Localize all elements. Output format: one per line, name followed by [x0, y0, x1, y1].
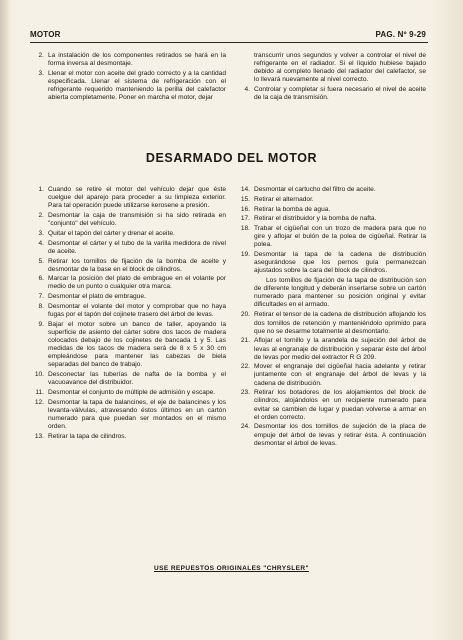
item-number: 21. [240, 337, 250, 345]
item-text: Desmontar los dos tornillos de sujeción de la placa de empuje del árbol de levas y retirar ésta. A continuación desmontar el árbol de levas. [254, 423, 426, 447]
item-text: La instalación de los componentes retirados se hará en la forma inversa al desmontaje. [48, 52, 226, 68]
item-number: 19. [240, 251, 250, 259]
item-text: Desmontar el cartucho del filtro de aceite. [254, 186, 376, 193]
item-text: Desmontar el conjunto de múltiple de admisión y escape. [48, 389, 216, 397]
item-number: 6. [38, 275, 44, 283]
item-text: Retirar la tapa de cilindros. [48, 432, 127, 440]
section-title: MOTOR [30, 30, 61, 39]
list-item [236, 311, 426, 335]
item-text: Desmontar la caja de transmisión si ha sido retirada en "conjunto" del vehículo. [48, 211, 226, 228]
item-text: Mover el engranaje del cigüeñal hacia adelante y retirar juntamente con el engranaje del árbol de levas y la cadena de distribución. [254, 363, 426, 387]
page-number: PAG. Nº 9-29 [375, 30, 426, 39]
item-text: Controlar y completar si fuera necesario el nivel de aceite de la caja de transmisión. [254, 86, 426, 102]
item-number: 14. [240, 186, 250, 193]
list-item [30, 240, 226, 256]
item-number: 1. [38, 186, 44, 193]
item-number: 7. [38, 293, 44, 301]
item-text: Marcar la posición del plato de embrague en el volante por medio de un punto o cualquier otra marca. [48, 275, 226, 291]
item-text: Trabar el cigüeñal con un trozo de madera para que no gire y aflojar el bulón de la polea de cigüeñal. Retirar la polea. [254, 225, 426, 249]
page-header [30, 30, 426, 42]
list-item [30, 399, 226, 431]
item-number: 5. [38, 257, 44, 265]
list-item [236, 215, 426, 223]
item-number: 2. [38, 211, 44, 219]
list-item [236, 86, 426, 102]
list-item [236, 196, 426, 204]
list-item [30, 186, 226, 210]
item-number: 8. [38, 303, 44, 311]
item-text: transcurrir unos segundos y volver a controlar el nivel de refrigerante en el radiador. Si el líquido hubiese bajado debido al completo llenado del radiador del calefactor, se lo llevará nuevamente al nivel correcto. [254, 52, 426, 84]
item-number: 17. [240, 215, 250, 223]
list-item [30, 389, 226, 397]
item-number: 2. [38, 52, 44, 59]
list-item [30, 258, 226, 274]
item-number: 4. [38, 239, 44, 247]
item-number: 16. [240, 205, 250, 213]
footer-notice: USE REPUESTOS ORIGINALES "CHRYSLER" [154, 565, 309, 572]
left-column [30, 186, 226, 443]
item-number: 22. [240, 363, 250, 371]
list-item-continuation [236, 52, 426, 84]
list-item [30, 52, 226, 68]
list-item [236, 206, 426, 214]
item-text: Retirar el alternador. [254, 195, 314, 203]
list-item [236, 225, 426, 249]
item-number: 13. [34, 432, 44, 440]
item-text: Retirar los botadores de los alojamientos del block de cilindros, alojándolos en un recipiente numerado para evitar se cambien de lugar y puedan volverse a armar en el orden correcto. [254, 389, 426, 421]
list-item [30, 433, 226, 441]
list-item [30, 303, 226, 319]
item-text: Cuando se retire el motor del vehículo dejar que éste cuelgue del aparejo para proceder a su limpieza exterior. Para tal operación puede utilizarse kerosene a presión. [48, 186, 226, 210]
note-paragraph: Los tornillos de fijación de la tapa de distribución son de diferente longitud y deberán insertarse sobre un cartón numerado para mantener su posición original y evitar dificultades en el armado. [254, 277, 426, 309]
list-item [30, 275, 226, 291]
list-item [30, 212, 226, 228]
right-column [236, 186, 426, 449]
item-text: Retirar el distribuidor y la bomba de nafta. [254, 215, 377, 223]
item-number: 10. [34, 371, 44, 379]
list-item [236, 186, 426, 194]
list-item [30, 371, 226, 387]
list-item [236, 337, 426, 361]
list-item [30, 293, 226, 301]
item-number: 24. [240, 423, 250, 431]
item-text: Aflojar el tornillo y la arandela de sujeción del árbol de levas al engranaje de distribución y separar éste del árbol de levas por medio del extractor R G 209. [254, 337, 426, 361]
item-text: Desmontar la tapa de balancines, el eje de balancines y los levanta-válvulas, atravesando éstos últimos en un cartón numerado para que puedan ser montados en el mismo orden. [48, 398, 226, 431]
item-number: 11. [35, 389, 44, 397]
list-item [236, 363, 426, 387]
item-number: 9. [38, 320, 44, 328]
item-text: Desconectar las tuberías de nafta de la bomba y el vacuoavance del distribuidor. [48, 371, 226, 387]
item-number: 3. [38, 69, 44, 77]
item-text: Retirar el tensor de la cadena de distribución aflojando los dos tornillos de retención y manteniéndolo oprimido para que no se desarme totalmente al desmontarlo. [254, 311, 426, 335]
section-heading: DESARMADO DEL MOTOR [145, 151, 318, 165]
list-item [236, 423, 426, 447]
item-text: Desmontar la tapa de la cadena de distribución asegurándose que los pernos guía permanezcan ajustados sobre la cara del block de cilindros. [254, 251, 426, 275]
item-text: Bajar el motor sobre un banco de taller, apoyando la superficie de asiento del cárter sobre dos tacos de madera colocados debajo de los cojinetes de bancada 1 y 5. Las medidas de los tacos de madera será de 8 x 5 x 30 cm empleándose para mantener las cabezas de biela separadas del banco de trabajo. [48, 320, 226, 369]
header-rule [30, 42, 428, 43]
item-number: 12. [34, 398, 44, 406]
item-text: Desmontar el cárter y el tubo de la varilla medidora de nivel de aceite. [48, 239, 226, 255]
item-number: 3. [38, 229, 44, 237]
list-item [236, 251, 426, 275]
item-text: Desmontar el volante del motor y comprobar que no haya fugas por el tapón del cojinete trasero del árbol de levas. [48, 303, 226, 319]
list-item [236, 389, 426, 421]
item-number: 18. [240, 225, 250, 233]
item-number: 20. [240, 311, 250, 319]
item-text: Quitar el tapón del cárter y drenar el aceite. [48, 229, 175, 237]
top-left-column [30, 52, 226, 104]
list-item [30, 70, 226, 102]
item-number: 23. [240, 389, 250, 397]
item-number: 15. [240, 195, 250, 203]
list-item [30, 230, 226, 238]
item-text: Retirar los tornillos de fijación de la bomba de aceite y desmontar de la base en el block de cilindros. [48, 257, 226, 273]
item-text: Retirar la bomba de agua. [254, 205, 331, 213]
item-text: Llenar el motor con aceite del grado correcto y a la cantidad especificada. Llenar el sistema de refrigeración con el refrigerante requerido manteniendo la perilla del calefactor abierta completamente. Poner en marcha el motor, dejar [48, 69, 226, 102]
item-text: Desmontar el plato de embrague. [48, 293, 146, 301]
page-spine-shadow [0, 0, 10, 640]
list-item [30, 321, 226, 370]
item-number: 4. [244, 86, 250, 94]
page-footer [0, 565, 463, 572]
top-right-column [236, 52, 426, 104]
item-number-blank [236, 52, 254, 84]
